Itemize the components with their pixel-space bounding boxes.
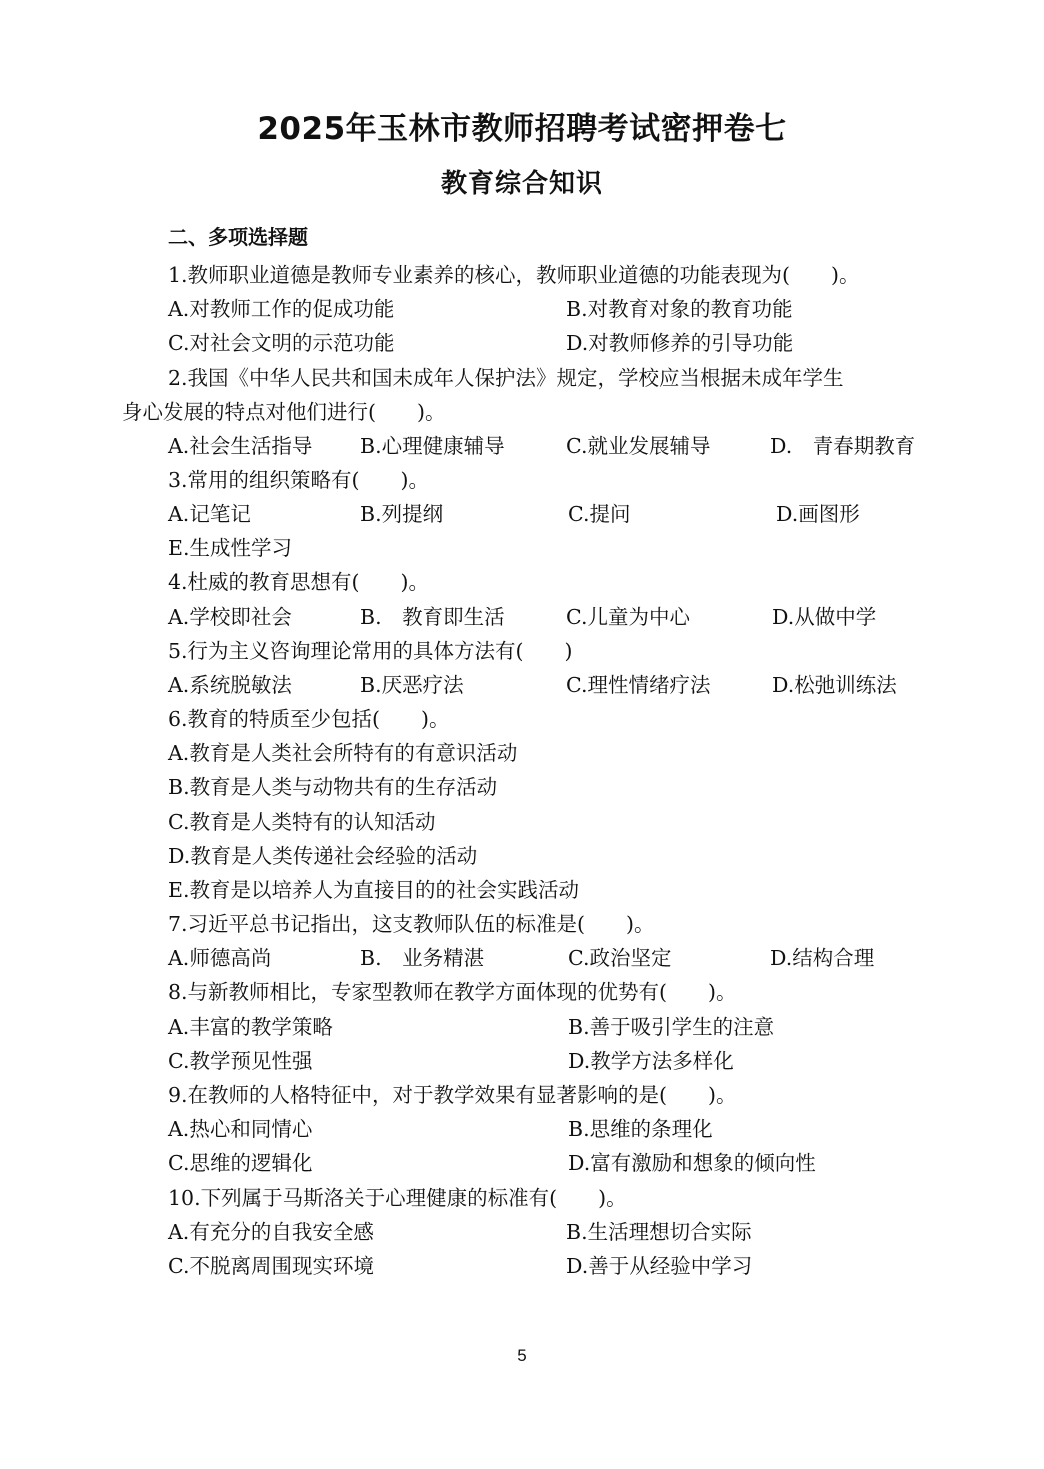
question-3-option-e: E.生成性学习: [168, 536, 292, 560]
question-10-option-c: C.不脱离周围现实环境: [168, 1254, 374, 1278]
question-3-option-b: B.列提纲: [360, 502, 444, 526]
question-5-stem: 5.行为主义咨询理论常用的具体方法有( ): [168, 639, 573, 663]
question-4-stem: 4.杜威的教育思想有( )。: [168, 570, 430, 594]
question-10-stem: 10.下列属于马斯洛关于心理健康的标准有( )。: [168, 1186, 627, 1210]
question-3-option-c: C.提问: [568, 502, 631, 526]
section-heading: 二、多项选择题: [168, 225, 308, 249]
question-7-option-a: A.师德高尚: [168, 946, 272, 970]
question-7-stem: 7.习近平总书记指出，这支教师队伍的标准是( )。: [168, 912, 655, 936]
question-8-option-a: A.丰富的教学策略: [168, 1015, 333, 1039]
question-3-option-a: A.记笔记: [168, 502, 251, 526]
page-title: 2025年玉林市教师招聘考试密押卷七: [257, 111, 787, 147]
question-2-stem-line-2: 身心发展的特点对他们进行( )。: [122, 400, 446, 424]
question-1-option-d: D.对教师修养的引导功能: [566, 331, 794, 355]
question-9-option-b: B.思维的条理化: [568, 1117, 713, 1141]
question-1-option-c: C.对社会文明的示范功能: [168, 331, 395, 355]
question-2-option-c: C.就业发展辅导: [566, 434, 711, 458]
question-7-option-b: B. 业务精湛: [360, 946, 485, 970]
question-4-option-b: B. 教育即生活: [360, 605, 505, 629]
question-9-option-a: A.热心和同情心: [168, 1117, 313, 1141]
question-1-stem: 1.教师职业道德是教师专业素养的核心，教师职业道德的功能表现为( )。: [168, 263, 860, 287]
question-1-option-b: B.对教育对象的教育功能: [566, 297, 793, 321]
question-1-option-a: A.对教师工作的促成功能: [168, 297, 395, 321]
question-6-option-b: B.教育是人类与动物共有的生存活动: [168, 775, 498, 799]
question-6-option-c: C.教育是人类特有的认知活动: [168, 810, 436, 834]
question-9-option-d: D.富有激励和想象的倾向性: [568, 1151, 816, 1175]
question-6-option-e: E.教育是以培养人为直接目的的社会实践活动: [168, 878, 579, 902]
question-10-option-b: B.生活理想切合实际: [566, 1220, 752, 1244]
page-number: 5: [517, 1346, 527, 1365]
question-6-option-d: D.教育是人类传递社会经验的活动: [168, 844, 478, 868]
question-6-stem: 6.教育的特质至少包括( )。: [168, 707, 450, 731]
question-4-option-d: D.从做中学: [772, 605, 877, 629]
question-5-option-a: A.系统脱敏法: [168, 673, 292, 697]
question-8-stem: 8.与新教师相比，专家型教师在教学方面体现的优势有( )。: [168, 980, 737, 1004]
question-5-option-d: D.松弛训练法: [772, 673, 897, 697]
question-2-stem-line-1: 2.我国《中华人民共和国未成年人保护法》规定，学校应当根据未成年学生: [168, 366, 844, 390]
question-5-option-c: C.理性情绪疗法: [566, 673, 711, 697]
question-4-option-a: A.学校即社会: [168, 605, 292, 629]
question-9-stem: 9.在教师的人格特征中，对于教学效果有显著影响的是( )。: [168, 1083, 737, 1107]
question-9-option-c: C.思维的逻辑化: [168, 1151, 313, 1175]
question-8-option-d: D.教学方法多样化: [568, 1049, 734, 1073]
page-subtitle: 教育综合知识: [440, 169, 603, 199]
question-8-option-b: B.善于吸引学生的注意: [568, 1015, 775, 1039]
question-2-option-b: B.心理健康辅导: [360, 434, 505, 458]
question-7-option-d: D.结构合理: [770, 946, 875, 970]
question-6-option-a: A.教育是人类社会所特有的有意识活动: [168, 741, 518, 765]
question-10-option-d: D.善于从经验中学习: [566, 1254, 753, 1278]
question-4-option-c: C.儿童为中心: [566, 605, 690, 629]
question-5-option-b: B.厌恶疗法: [360, 673, 464, 697]
question-3-stem: 3.常用的组织策略有( )。: [168, 468, 430, 492]
question-2-option-a: A.社会生活指导: [168, 434, 313, 458]
question-3-option-d: D.画图形: [776, 502, 860, 526]
question-10-option-a: A.有充分的自我安全感: [168, 1220, 374, 1244]
question-7-option-c: C.政治坚定: [568, 946, 672, 970]
question-8-option-c: C.教学预见性强: [168, 1049, 313, 1073]
question-2-option-d: D. 青春期教育: [770, 434, 916, 458]
